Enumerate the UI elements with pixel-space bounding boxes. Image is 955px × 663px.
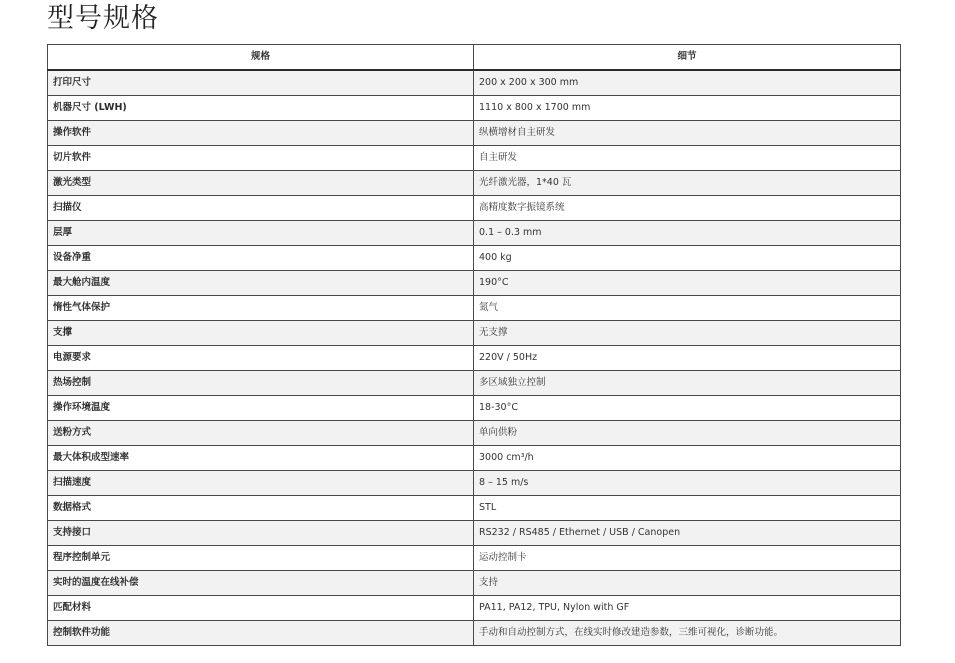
spec-name-cell: 操作环境温度 — [48, 396, 474, 421]
spec-value-cell: 手动和自动控制方式，在线实时修改建造参数，三维可视化，诊断功能。 — [474, 621, 901, 646]
spec-name-cell: 惰性气体保护 — [48, 296, 474, 321]
spec-name-cell: 支撑 — [48, 321, 474, 346]
spec-name-cell: 机器尺寸 (LWH) — [48, 96, 474, 121]
spec-value-cell: 光纤激光器，1*40 瓦 — [474, 171, 901, 196]
header-spec: 规格 — [48, 45, 474, 71]
spec-value-cell: 220V / 50Hz — [474, 346, 901, 371]
spec-name-cell: 电源要求 — [48, 346, 474, 371]
spec-name-cell: 匹配材料 — [48, 596, 474, 621]
spec-value-cell: 0.1 – 0.3 mm — [474, 221, 901, 246]
spec-value-cell: 3000 cm³/h — [474, 446, 901, 471]
spec-name-cell: 操作软件 — [48, 121, 474, 146]
spec-value-cell: 18-30°C — [474, 396, 901, 421]
table-row — [48, 371, 901, 396]
table-row — [48, 171, 901, 196]
spec-name-cell: 送粉方式 — [48, 421, 474, 446]
spec-value-cell: 190°C — [474, 271, 901, 296]
spec-name-cell: 切片软件 — [48, 146, 474, 171]
table-header-row — [48, 45, 901, 71]
spec-name-cell: 最大舱内温度 — [48, 271, 474, 296]
table-row — [48, 421, 901, 446]
table-row — [48, 96, 901, 121]
table-row — [48, 146, 901, 171]
spec-name-cell: 激光类型 — [48, 171, 474, 196]
spec-name-cell: 层厚 — [48, 221, 474, 246]
table-row — [48, 471, 901, 496]
table-row — [48, 70, 901, 96]
table-body — [48, 70, 901, 646]
spec-value-cell: 自主研发 — [474, 146, 901, 171]
table-row — [48, 496, 901, 521]
spec-value-cell: 高精度数字振镜系统 — [474, 196, 901, 221]
table-row — [48, 621, 901, 646]
table-row — [48, 321, 901, 346]
table-row — [48, 346, 901, 371]
spec-name-cell: 打印尺寸 — [48, 70, 474, 96]
spec-name-cell: 扫描仪 — [48, 196, 474, 221]
spec-name-cell: 实时的温度在线补偿 — [48, 571, 474, 596]
spec-value-cell: 无支撑 — [474, 321, 901, 346]
spec-name-cell: 扫描速度 — [48, 471, 474, 496]
table-row — [48, 271, 901, 296]
table-row — [48, 121, 901, 146]
spec-value-cell: 单向供粉 — [474, 421, 901, 446]
table-row — [48, 196, 901, 221]
spec-value-cell: 200 x 200 x 300 mm — [474, 70, 901, 96]
spec-name-cell: 程序控制单元 — [48, 546, 474, 571]
spec-name-cell: 控制软件功能 — [48, 621, 474, 646]
page-title: 型号规格 — [47, 3, 159, 34]
spec-value-cell: PA11, PA12, TPU, Nylon with GF — [474, 596, 901, 621]
spec-table — [47, 44, 901, 646]
spec-value-cell: 支持 — [474, 571, 901, 596]
spec-value-cell: 1110 x 800 x 1700 mm — [474, 96, 901, 121]
table-row — [48, 296, 901, 321]
table-row — [48, 546, 901, 571]
spec-value-cell: 氮气 — [474, 296, 901, 321]
table-row — [48, 396, 901, 421]
table-row — [48, 221, 901, 246]
spec-value-cell: 8 – 15 m/s — [474, 471, 901, 496]
spec-value-cell: 运动控制卡 — [474, 546, 901, 571]
table-row — [48, 446, 901, 471]
spec-value-cell: RS232 / RS485 / Ethernet / USB / Canopen — [474, 521, 901, 546]
spec-value-cell: 纵横增材自主研发 — [474, 121, 901, 146]
table-row — [48, 596, 901, 621]
table-row — [48, 571, 901, 596]
spec-value-cell: STL — [474, 496, 901, 521]
table-row — [48, 246, 901, 271]
spec-name-cell: 最大体积成型速率 — [48, 446, 474, 471]
spec-value-cell: 400 kg — [474, 246, 901, 271]
header-detail: 细节 — [474, 45, 901, 71]
spec-name-cell: 支持接口 — [48, 521, 474, 546]
spec-name-cell: 热场控制 — [48, 371, 474, 396]
spec-name-cell: 设备净重 — [48, 246, 474, 271]
spec-value-cell: 多区域独立控制 — [474, 371, 901, 396]
spec-name-cell: 数据格式 — [48, 496, 474, 521]
table-row — [48, 521, 901, 546]
